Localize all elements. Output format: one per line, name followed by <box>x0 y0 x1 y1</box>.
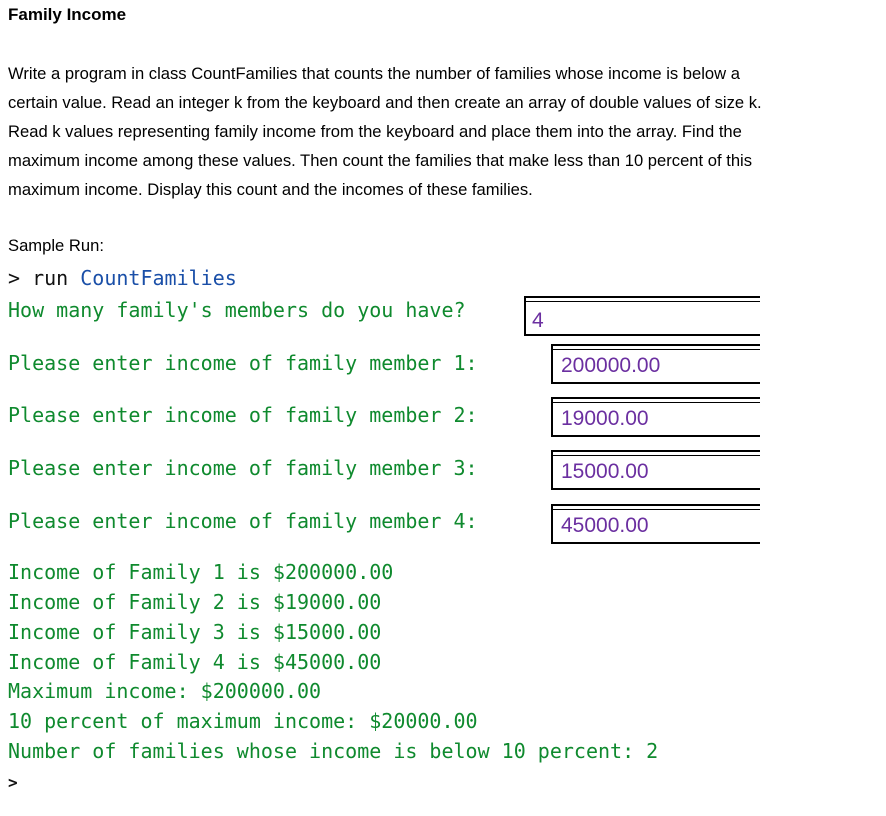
run-class-name: CountFamilies <box>80 266 237 290</box>
prompt-line-member-2: Please enter income of family member 2: <box>8 403 478 427</box>
prompt-line-member-3: Please enter income of family member 3: <box>8 456 478 480</box>
input-box-member-1[interactable] <box>551 344 760 384</box>
instruction-line-4: maximum income among these values. Then count the families that make less than 10 percent of this <box>8 151 753 170</box>
input-value-member-3: 15000.00 <box>561 460 649 483</box>
input-box-members[interactable] <box>524 296 760 336</box>
input-box-member-4[interactable] <box>551 504 760 544</box>
page-title: Family Income <box>8 5 127 24</box>
sample-run-label: Sample Run: <box>8 236 104 255</box>
output-line-7: Number of families whose income is below 10 percent: 2 <box>8 739 659 763</box>
output-line-6: 10 percent of maximum income: $20000.00 <box>8 709 478 733</box>
input-box-member-2[interactable] <box>551 397 760 437</box>
prompt-line-member-1: Please enter income of family member 1: <box>8 351 478 375</box>
input-value-member-1: 200000.00 <box>561 354 661 377</box>
output-line-5: Maximum income: $200000.00 <box>8 679 322 703</box>
instruction-line-1: Write a program in class CountFamilies that counts the number of families whose income is below a <box>8 64 740 83</box>
prompt-line-member-4: Please enter income of family member 4: <box>8 509 478 533</box>
output-line-4: Income of Family 4 is $45000.00 <box>8 650 382 674</box>
output-line-1: Income of Family 1 is $200000.00 <box>8 560 394 584</box>
instruction-line-5: maximum income. Display this count and the incomes of these families. <box>8 180 533 199</box>
instruction-line-3: Read k values representing family income from the keyboard and place them into the array. Find the <box>8 122 742 141</box>
run-keyword: run <box>32 266 69 290</box>
input-value-member-4: 45000.00 <box>561 514 649 537</box>
prompt-line-members: How many family's members do you have? <box>8 298 466 322</box>
input-value-members: 4 <box>532 309 544 332</box>
output-line-2: Income of Family 2 is $19000.00 <box>8 590 382 614</box>
input-box-member-3[interactable] <box>551 450 760 490</box>
output-line-3: Income of Family 3 is $15000.00 <box>8 620 382 644</box>
final-console-prompt[interactable]: > <box>8 773 18 792</box>
console-prompt: > <box>8 266 21 290</box>
instruction-line-2: certain value. Read an integer k from the keyboard and then create an array of double values of size k. <box>8 93 762 112</box>
run-command-line <box>8 268 237 288</box>
input-value-member-2: 19000.00 <box>561 407 649 430</box>
